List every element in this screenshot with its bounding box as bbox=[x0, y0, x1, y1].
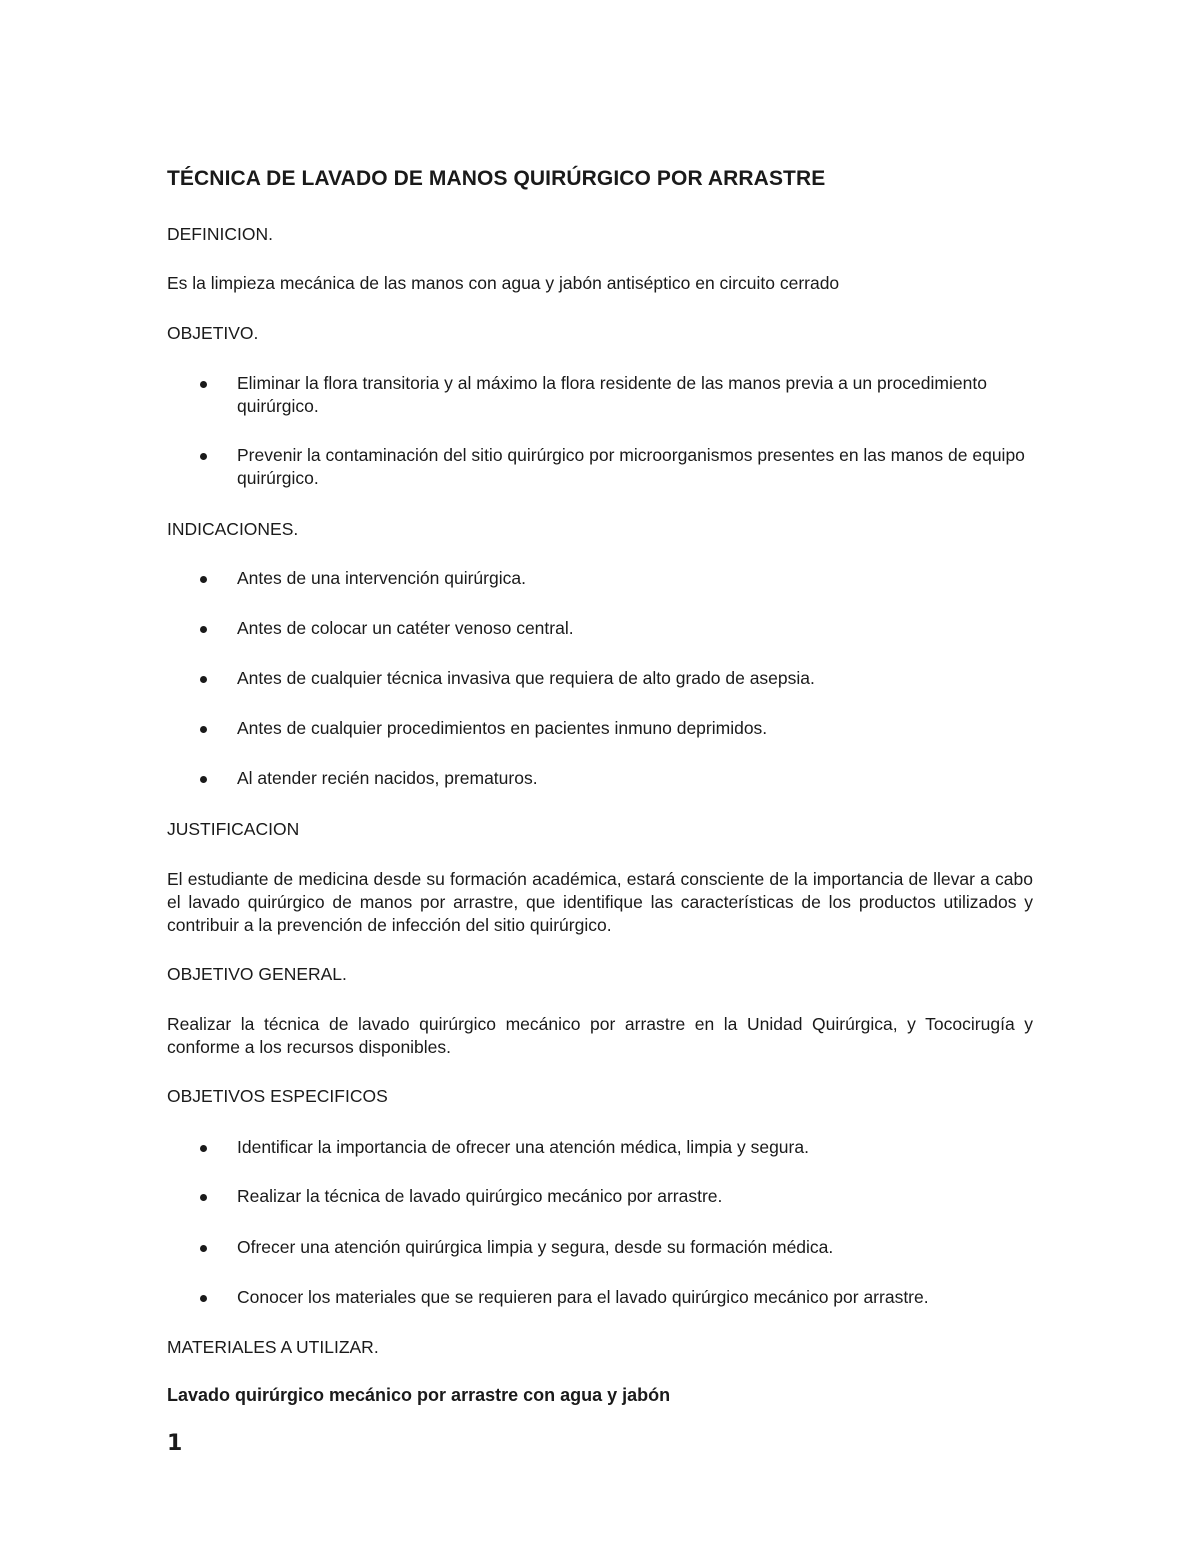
objetivos-especificos-heading: OBJETIVOS ESPECIFICOS bbox=[167, 1086, 388, 1106]
objetivo-heading: OBJETIVO. bbox=[167, 323, 259, 343]
objetivo-item-text: Prevenir la contaminación del sitio quirúrgico por microorganismos presentes en las manos de equipo quirúrgico. bbox=[237, 445, 1025, 488]
indicaciones-item-text: Al atender recién nacidos, prematuros. bbox=[237, 768, 538, 788]
objetivo-general-text: Realizar la técnica de lavado quirúrgico mecánico por arrastre en la Unidad Quirúrgica, y Tococirugía y conforme a los recursos disponibles. bbox=[167, 1014, 1033, 1057]
objetivo-general-heading: OBJETIVO GENERAL. bbox=[167, 964, 347, 984]
bullet-icon bbox=[200, 626, 207, 633]
page-number: 1 bbox=[167, 1431, 183, 1456]
bullet-icon bbox=[200, 381, 207, 388]
indicaciones-item-text: Antes de una intervención quirúrgica. bbox=[237, 568, 526, 588]
bullet-icon bbox=[200, 1194, 207, 1201]
indicaciones-item-text: Antes de cualquier técnica invasiva que requiera de alto grado de asepsia. bbox=[237, 668, 815, 688]
definicion-heading: DEFINICION. bbox=[167, 224, 273, 244]
objetivos-especificos-item-text: Conocer los materiales que se requieren para el lavado quirúrgico mecánico por arrastre. bbox=[237, 1287, 929, 1307]
bullet-icon bbox=[200, 576, 207, 583]
objetivo-item-text: Eliminar la flora transitoria y al máximo la flora residente de las manos previa a un procedimiento quirúrgico. bbox=[237, 373, 987, 416]
bullet-icon bbox=[200, 676, 207, 683]
bullet-icon bbox=[200, 1295, 207, 1302]
indicaciones-heading: INDICACIONES. bbox=[167, 519, 299, 539]
lavado-subheading: Lavado quirúrgico mecánico por arrastre con agua y jabón bbox=[167, 1385, 671, 1405]
objetivos-especificos-item-text: Ofrecer una atención quirúrgica limpia y segura, desde su formación médica. bbox=[237, 1237, 834, 1257]
justificacion-heading: JUSTIFICACION bbox=[167, 819, 300, 839]
definicion-text: Es la limpieza mecánica de las manos con agua y jabón antiséptico en circuito cerrado bbox=[167, 273, 840, 293]
document-title: TÉCNICA DE LAVADO DE MANOS QUIRÚRGICO POR ARRASTRE bbox=[167, 167, 826, 190]
materiales-heading: MATERIALES A UTILIZAR. bbox=[167, 1337, 379, 1357]
bullet-icon bbox=[200, 726, 207, 733]
indicaciones-item-text: Antes de colocar un catéter venoso central. bbox=[237, 618, 574, 638]
objetivos-especificos-item-text: Identificar la importancia de ofrecer una atención médica, limpia y segura. bbox=[237, 1137, 809, 1157]
indicaciones-item-text: Antes de cualquier procedimientos en pacientes inmuno deprimidos. bbox=[237, 718, 768, 738]
bullet-icon bbox=[200, 1245, 207, 1252]
justificacion-text: El estudiante de medicina desde su formación académica, estará consciente de la importancia de llevar a cabo el lavado quirúrgico de manos por arrastre, que identifique las características de los productos utilizados y contribuir a la prevención de infección del sitio quirúrgico. bbox=[167, 869, 1033, 935]
bullet-icon bbox=[200, 453, 207, 460]
objetivos-especificos-item-text: Realizar la técnica de lavado quirúrgico mecánico por arrastre. bbox=[237, 1186, 723, 1206]
bullet-icon bbox=[200, 776, 207, 783]
bullet-icon bbox=[200, 1145, 207, 1152]
